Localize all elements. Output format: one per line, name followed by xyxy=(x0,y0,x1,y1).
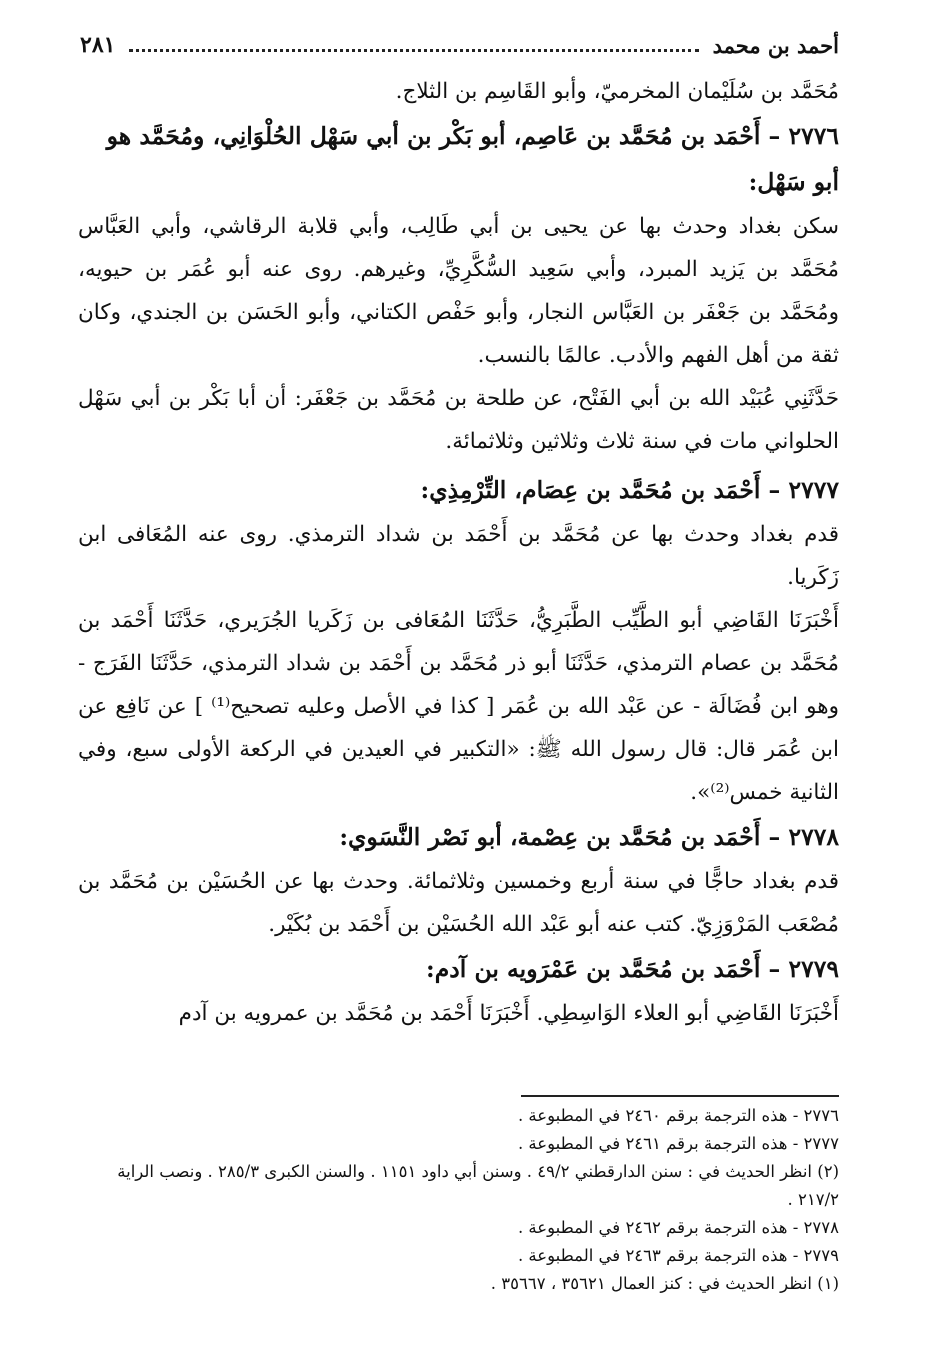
heading-dash: – xyxy=(760,122,781,150)
entry-heading-2779 xyxy=(78,946,839,992)
entry-number: ٢٧٧٩ xyxy=(788,955,839,983)
dotted-leader xyxy=(129,49,698,52)
entry-paragraph: قدم بغداد حاجًّا في سنة أربع وخمسين وثلاثمائة. وحدث بها عن الحُسَيْن بن مُحَمَّد بن مُصْعَب المَرْوَزِيّ. كتب عنه أبو عَبْد الله الحُسَيْن بن أَحْمَد بن بُكَيْر. xyxy=(78,869,839,937)
main-text xyxy=(78,70,839,1035)
footnotes xyxy=(78,1102,839,1298)
entry-title: أَحْمَد بن مُحَمَّد بن عَاصِم، أبو بَكْر بن أبي سَهْل الحُلْوَانِي، ومُحَمَّد هو أبو سَهْل: xyxy=(106,122,839,196)
entry-paragraph: سكن بغداد وحدث بها عن يحيى بن أبي طَالِب، وأبي قلابة الرقاشي، وأبي العَبَّاس مُحَمَّد بن يَزيد المبرد، وأبي سَعِيد السُّكَّرِيِّ، وغيرهم. روى عنه أبو عُمَر بن حيويه، ومُحَمَّد بن جَعْفَر بن العَبَّاس النجار، وأبو حَفْص الكتاني، وأبو الحَسَن بن الجندي، وكان ثقة من أهل الفهم والأدب. عالمًا بالنسب. xyxy=(78,214,839,368)
entry-number: ٢٧٧٨ xyxy=(788,823,839,851)
running-head: أحمد بن محمد xyxy=(712,32,839,58)
entry-title: أَحْمَد بن مُحَمَّد بن عَمْرَويه بن آدم: xyxy=(426,955,761,983)
entry-number: ٢٧٧٧ xyxy=(788,476,839,504)
entry-heading-2778 xyxy=(78,814,839,860)
continuation-line: مُحَمَّد بن سُلَيْمان المخرميّ، وأبو القَاسِم بن الثلاج. xyxy=(395,79,839,104)
footnote: ٢٧٧٩ - هذه الترجمة برقم ٢٤٦٣ في المطبوعة . xyxy=(517,1246,839,1265)
footnote: (١) انظر الحديث في : كنز العمال ٣٥٦٢١ ، ٣٥٦٦٧ . xyxy=(490,1274,839,1293)
entry-paragraph: حَدَّثَنِي عُبَيْد الله بن أبي الفَتْح، عن طلحة بن مُحَمَّد بن جَعْفَر: أن أبا بَكْر بن أبي سَهْل الحلواني مات في سنة ثلاث وثلاثين وثلاثمائة. xyxy=(78,386,839,454)
entry-paragraph: قدم بغداد وحدث بها عن مُحَمَّد بن أَحْمَد بن شداد الترمذي. روى عنه المُعَافى ابن زَكَريا. xyxy=(78,522,839,590)
entry-title: أَحْمَد بن مُحَمَّد بن عِصْمة، أبو نَصْر النَّسَوي: xyxy=(339,823,761,851)
heading-dash: – xyxy=(760,823,781,851)
entry-title: أَحْمَد بن مُحَمَّد بن عِصَام، التِّرْمِذِي: xyxy=(420,476,761,504)
entry-heading-2776 xyxy=(78,113,839,205)
page-header xyxy=(80,26,839,64)
footnote-separator xyxy=(521,1095,839,1097)
entry-number: ٢٧٧٦ xyxy=(788,122,839,150)
entry-paragraph: أَخْبَرَنَا القَاضِي أبو العلاء الوَاسِطِي. أَخْبَرَنَا أَحْمَد بن مُحَمَّد بن عمرويه بن آدم xyxy=(178,1001,839,1026)
heading-dash: – xyxy=(760,955,781,983)
entry-paragraph: أَخْبَرَنَا القَاضِي أبو الطَّيِّب الطَّبَرِيُّ، حَدَّثَنَا المُعَافى بن زَكَريا الجُرَيري، حَدَّثَنَا أَحْمَد بن مُحَمَّد بن عصام الترمذي، حَدَّثَنَا أبو ذر مُحَمَّد بن أَحْمَد بن شداد الترمذي، حَدَّثَنَا الفَرَج - وهو ابن فُضَالَة - عن عَبْد الله بن عُمَر [ كذا في الأصل وعليه تصحيح⁽¹⁾ ] عن نَافِع عن ابن عُمَر قال: قال رسول الله ﷺ: «التكبير في العيدين في الركعة الأولى سبع، وفي الثانية خمس⁽²⁾». xyxy=(78,608,840,805)
footnote: ٢٧٧٨ - هذه الترجمة برقم ٢٤٦٢ في المطبوعة . xyxy=(517,1218,839,1237)
entry-heading-2777 xyxy=(78,467,839,513)
footnote: ٢٧٧٧ - هذه الترجمة برقم ٢٤٦١ في المطبوعة . xyxy=(517,1134,839,1153)
footnote: ٢٧٧٦ - هذه الترجمة برقم ٢٤٦٠ في المطبوعة . xyxy=(517,1106,839,1125)
heading-dash: – xyxy=(760,476,781,504)
page-number: ٢٨١ xyxy=(80,32,116,58)
footnote: (٢) انظر الحديث في : سنن الدارقطني ٤٩/٢ . وسنن أبي داود ١١٥١ . والسنن الكبرى ٢٨٥/٣ . ونصب الراية ٢١٧/٢ . xyxy=(117,1162,839,1209)
